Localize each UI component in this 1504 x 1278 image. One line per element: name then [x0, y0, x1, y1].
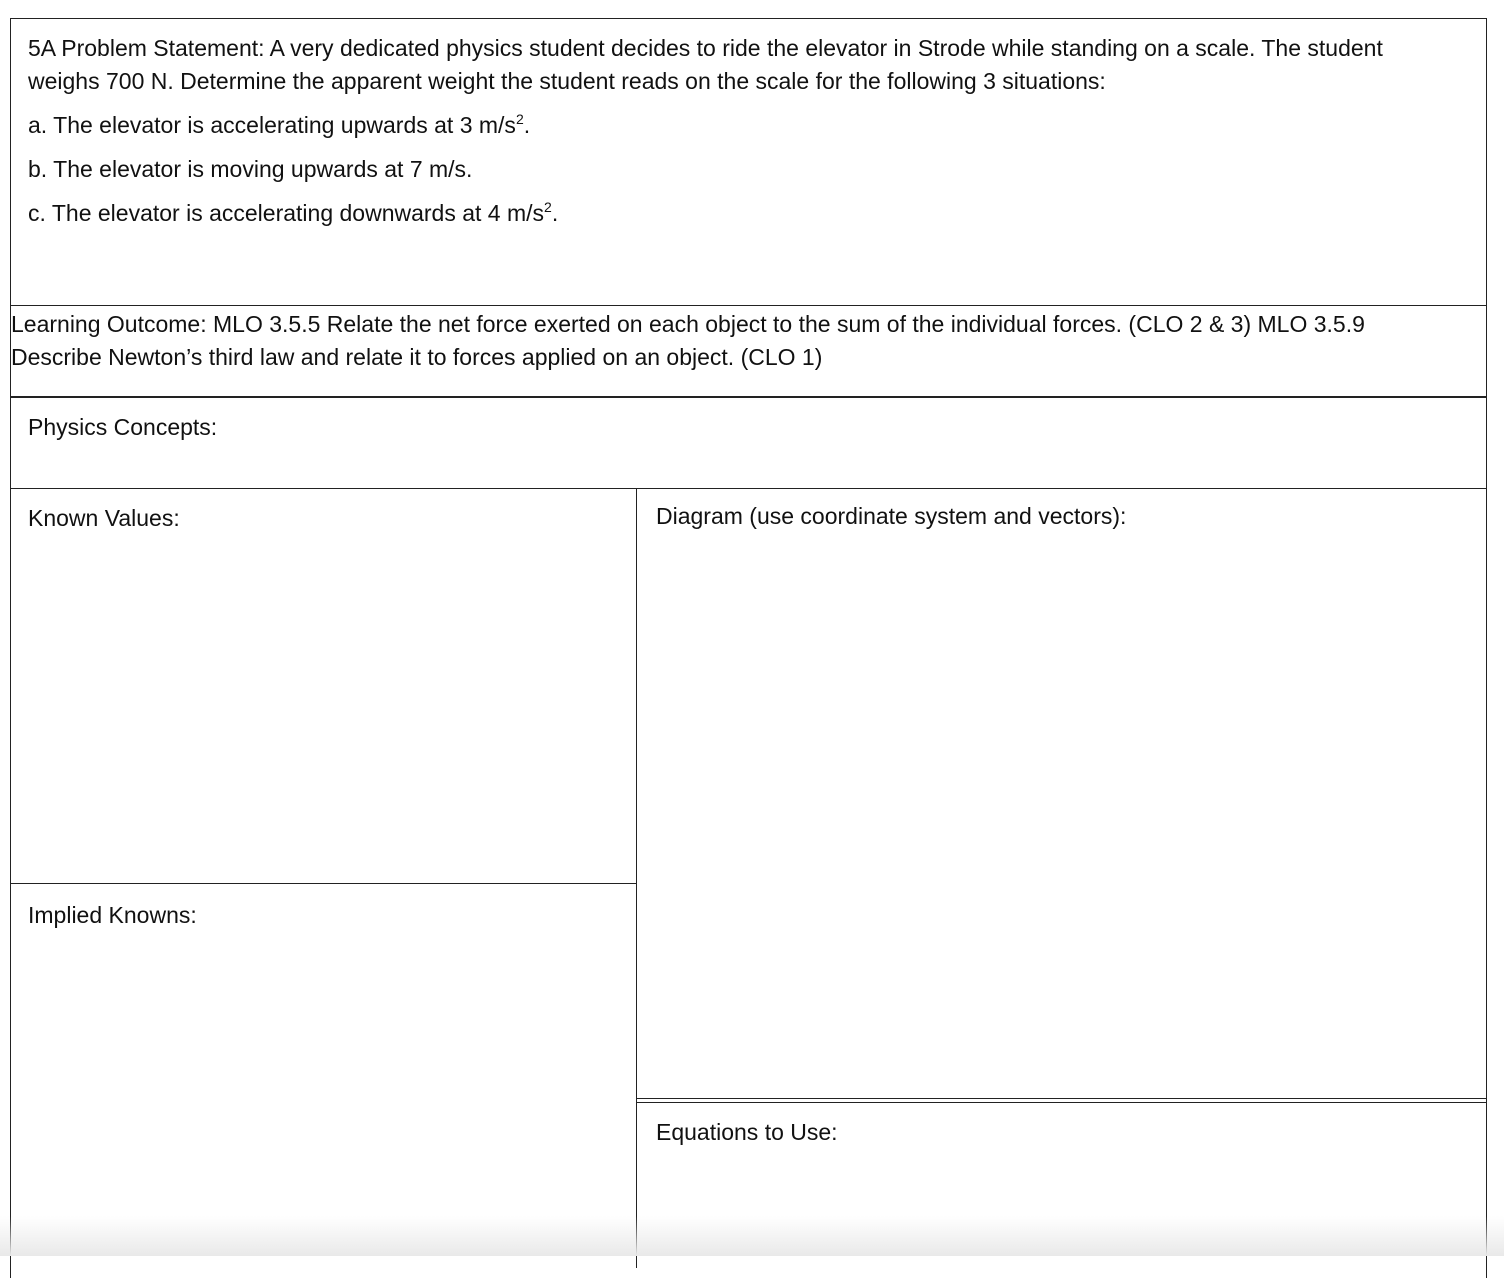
divider-problem: [10, 305, 1487, 306]
divider-diagram-1: [637, 1098, 1487, 1099]
divider-outcome: [10, 396, 1487, 398]
known-values-label: Known Values:: [28, 505, 180, 531]
problem-line-1: 5A Problem Statement: A very dedicated physics student decides to ride the elevator in Strode while standing on a scale. The student: [28, 35, 1383, 61]
learning-outcome: [11, 308, 1481, 374]
problem-item-b: b. The elevator is moving upwards at 7 m/s.: [28, 156, 473, 182]
problem-item-c: c. The elevator is accelerating downwards at 4 $m/s^2$.: [28, 199, 559, 226]
problem-items: [28, 109, 1488, 230]
divider-diagram-2: [637, 1102, 1487, 1103]
learning-outcome-line-2: Describe Newton’s third law and relate it to forces applied on an object. (CLO 1): [11, 344, 823, 370]
implied-knowns-label: Implied Knowns:: [28, 902, 197, 928]
problem-statement: [28, 32, 1488, 241]
diagram-label: Diagram (use coordinate system and vectors):: [656, 503, 1127, 529]
equations-label: Equations to Use:: [656, 1119, 838, 1145]
column-divider: [636, 488, 637, 1268]
divider-concepts: [10, 488, 1487, 489]
problem-line-2: weighs 700 N. Determine the apparent weight the student reads on the scale for the following 3 situations:: [28, 68, 1106, 94]
divider-known: [10, 883, 637, 884]
learning-outcome-line-1: Learning Outcome: MLO 3.5.5 Relate the net force exerted on each object to the sum of the individual forces. (CLO 2 & 3) MLO 3.5.9: [11, 311, 1365, 337]
physics-concepts-label: Physics Concepts:: [28, 414, 218, 440]
problem-item-a: a. The elevator is accelerating upwards at 3 $m/s^2$.: [28, 111, 531, 138]
